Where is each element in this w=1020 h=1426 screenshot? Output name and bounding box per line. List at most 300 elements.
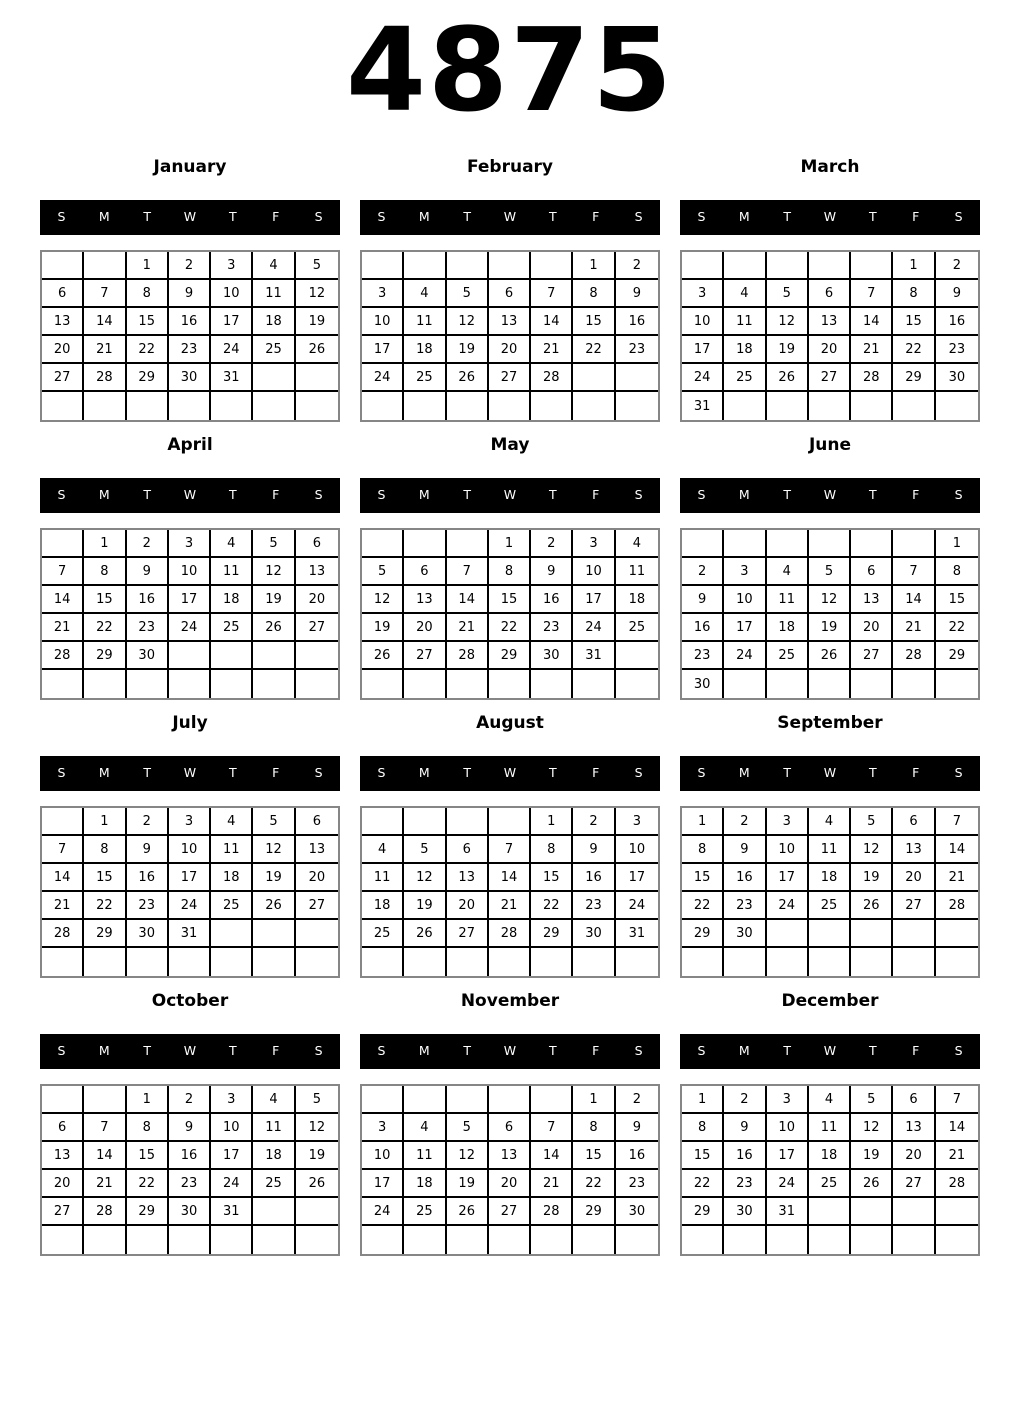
day-cell: 2	[724, 1086, 766, 1114]
weekday-label: T	[229, 209, 237, 225]
day-cell: 16	[724, 864, 766, 892]
day-cell: 15	[489, 586, 531, 614]
weekday-label: S	[314, 765, 323, 781]
day-cell: 5	[447, 1114, 489, 1142]
day-cell: 6	[42, 1114, 84, 1142]
day-cell: 25	[809, 1170, 851, 1198]
day-cell: 26	[296, 1170, 338, 1198]
month-days-table	[40, 1084, 340, 1256]
day-cell	[573, 670, 615, 698]
day-cell: 29	[531, 920, 573, 948]
day-cell: 29	[84, 920, 126, 948]
day-cell: 22	[573, 336, 615, 364]
day-cell: 18	[253, 308, 295, 336]
day-cell: 25	[404, 364, 446, 392]
day-cell: 24	[362, 364, 404, 392]
day-cell: 6	[893, 808, 935, 836]
day-cell: 19	[253, 864, 295, 892]
day-cell	[531, 1226, 573, 1254]
day-cell: 5	[447, 280, 489, 308]
day-cell	[682, 252, 724, 280]
day-cell: 6	[809, 280, 851, 308]
day-cell: 15	[682, 1142, 724, 1170]
day-cell: 28	[851, 364, 893, 392]
weekday-label: S	[954, 487, 963, 503]
day-cell: 15	[127, 1142, 169, 1170]
weekday-header-row	[360, 478, 660, 513]
day-cell	[767, 1226, 809, 1254]
day-cell: 23	[169, 336, 211, 364]
day-cell: 19	[404, 892, 446, 920]
day-cell: 4	[724, 280, 766, 308]
day-cell: 23	[936, 336, 978, 364]
day-cell: 21	[936, 864, 978, 892]
day-cell: 25	[767, 642, 809, 670]
months-grid	[40, 157, 980, 1269]
weekday-label: T	[549, 1043, 557, 1059]
day-cell: 1	[682, 808, 724, 836]
day-cell: 7	[84, 280, 126, 308]
day-cell	[169, 642, 211, 670]
day-cell	[169, 670, 211, 698]
weekday-label: M	[738, 487, 750, 503]
day-cell: 24	[211, 336, 253, 364]
day-cell: 9	[169, 280, 211, 308]
month-title: November	[460, 991, 560, 1011]
day-cell: 23	[724, 1170, 766, 1198]
month-block	[680, 991, 980, 1269]
day-cell: 3	[767, 808, 809, 836]
day-cell: 21	[84, 336, 126, 364]
day-cell	[84, 670, 126, 698]
month-title: April	[167, 435, 213, 455]
weekday-label: T	[143, 1043, 151, 1059]
weekday-label: S	[634, 487, 643, 503]
day-cell: 27	[42, 364, 84, 392]
day-cell: 16	[531, 586, 573, 614]
day-cell: 7	[936, 1086, 978, 1114]
day-cell: 3	[616, 808, 658, 836]
day-cell	[616, 1226, 658, 1254]
day-cell: 28	[531, 364, 573, 392]
day-cell: 8	[127, 1114, 169, 1142]
day-cell: 29	[682, 1198, 724, 1226]
day-cell: 22	[573, 1170, 615, 1198]
day-cell: 4	[404, 280, 446, 308]
day-cell: 15	[127, 308, 169, 336]
weekday-label: S	[634, 765, 643, 781]
month-block	[40, 435, 340, 713]
day-cell: 19	[296, 1142, 338, 1170]
day-cell	[211, 392, 253, 420]
day-cell: 29	[682, 920, 724, 948]
day-cell: 23	[682, 642, 724, 670]
weekday-label: F	[272, 1043, 280, 1059]
weekday-label: F	[592, 487, 600, 503]
day-cell: 7	[489, 836, 531, 864]
day-cell	[893, 920, 935, 948]
day-cell	[809, 1226, 851, 1254]
day-cell	[404, 392, 446, 420]
day-cell: 20	[489, 336, 531, 364]
weekday-label: T	[463, 487, 471, 503]
day-cell: 14	[447, 586, 489, 614]
day-cell: 30	[169, 1198, 211, 1226]
day-cell: 16	[127, 586, 169, 614]
calendar-page	[0, 4, 1020, 1269]
day-cell: 28	[84, 1198, 126, 1226]
day-cell	[296, 1226, 338, 1254]
day-cell	[936, 392, 978, 420]
day-cell: 27	[296, 614, 338, 642]
day-cell: 11	[211, 558, 253, 586]
day-cell: 1	[893, 252, 935, 280]
day-cell: 8	[127, 280, 169, 308]
month-block	[360, 713, 660, 991]
day-cell: 6	[296, 530, 338, 558]
day-cell: 26	[404, 920, 446, 948]
day-cell: 15	[84, 586, 126, 614]
day-cell: 21	[489, 892, 531, 920]
day-cell: 24	[169, 614, 211, 642]
day-cell: 30	[724, 920, 766, 948]
day-cell: 15	[936, 586, 978, 614]
day-cell	[404, 252, 446, 280]
day-cell	[211, 670, 253, 698]
day-cell	[296, 392, 338, 420]
day-cell: 9	[616, 280, 658, 308]
day-cell	[851, 392, 893, 420]
day-cell	[447, 392, 489, 420]
day-cell: 20	[893, 1142, 935, 1170]
weekday-label: S	[314, 487, 323, 503]
day-cell: 26	[253, 614, 295, 642]
weekday-header-row	[680, 478, 980, 513]
weekday-label: S	[634, 1043, 643, 1059]
day-cell: 27	[296, 892, 338, 920]
day-cell: 2	[616, 1086, 658, 1114]
day-cell: 5	[253, 530, 295, 558]
day-cell: 8	[573, 1114, 615, 1142]
day-cell: 11	[362, 864, 404, 892]
weekday-label: S	[57, 209, 66, 225]
day-cell	[851, 670, 893, 698]
day-cell	[851, 1198, 893, 1226]
day-cell: 21	[84, 1170, 126, 1198]
day-cell: 12	[447, 308, 489, 336]
day-cell: 20	[851, 614, 893, 642]
day-cell: 1	[127, 1086, 169, 1114]
weekday-label: F	[912, 1043, 920, 1059]
weekday-label: F	[912, 487, 920, 503]
day-cell: 11	[253, 280, 295, 308]
day-cell	[851, 530, 893, 558]
day-cell: 1	[573, 1086, 615, 1114]
day-cell	[362, 948, 404, 976]
day-cell: 21	[936, 1142, 978, 1170]
weekday-label: M	[98, 487, 110, 503]
day-cell: 26	[296, 336, 338, 364]
day-cell: 4	[253, 1086, 295, 1114]
day-cell: 3	[724, 558, 766, 586]
day-cell	[767, 252, 809, 280]
day-cell: 13	[893, 1114, 935, 1142]
day-cell	[127, 1226, 169, 1254]
day-cell: 9	[573, 836, 615, 864]
day-cell: 30	[682, 670, 724, 698]
day-cell	[253, 1226, 295, 1254]
day-cell: 5	[296, 1086, 338, 1114]
day-cell	[362, 1226, 404, 1254]
day-cell	[296, 670, 338, 698]
day-cell: 3	[362, 1114, 404, 1142]
day-cell: 21	[851, 336, 893, 364]
day-cell: 16	[936, 308, 978, 336]
day-cell: 13	[893, 836, 935, 864]
day-cell: 7	[893, 558, 935, 586]
day-cell: 4	[809, 1086, 851, 1114]
day-cell: 31	[573, 642, 615, 670]
weekday-label: S	[697, 765, 706, 781]
day-cell: 22	[682, 892, 724, 920]
weekday-header-row	[360, 756, 660, 791]
weekday-label: F	[912, 209, 920, 225]
day-cell: 11	[404, 1142, 446, 1170]
day-cell: 17	[362, 336, 404, 364]
day-cell: 16	[573, 864, 615, 892]
day-cell: 1	[489, 530, 531, 558]
day-cell	[84, 1226, 126, 1254]
day-cell: 16	[169, 308, 211, 336]
month-block	[40, 157, 340, 435]
day-cell: 17	[169, 864, 211, 892]
weekday-label: T	[869, 487, 877, 503]
day-cell: 16	[169, 1142, 211, 1170]
day-cell: 20	[489, 1170, 531, 1198]
day-cell: 20	[42, 1170, 84, 1198]
weekday-label: S	[954, 209, 963, 225]
day-cell: 26	[809, 642, 851, 670]
day-cell: 14	[84, 308, 126, 336]
day-cell	[253, 392, 295, 420]
day-cell: 23	[127, 892, 169, 920]
day-cell: 28	[893, 642, 935, 670]
day-cell: 24	[169, 892, 211, 920]
day-cell	[42, 1086, 84, 1114]
day-cell: 4	[362, 836, 404, 864]
day-cell: 17	[573, 586, 615, 614]
day-cell	[127, 670, 169, 698]
day-cell	[362, 1086, 404, 1114]
day-cell	[362, 252, 404, 280]
day-cell: 13	[489, 308, 531, 336]
day-cell: 7	[42, 836, 84, 864]
day-cell: 6	[489, 1114, 531, 1142]
day-cell: 21	[531, 1170, 573, 1198]
day-cell: 5	[404, 836, 446, 864]
day-cell	[447, 808, 489, 836]
day-cell: 4	[809, 808, 851, 836]
day-cell: 28	[489, 920, 531, 948]
day-cell: 6	[296, 808, 338, 836]
month-title: August	[476, 713, 544, 733]
day-cell: 7	[42, 558, 84, 586]
day-cell: 30	[573, 920, 615, 948]
day-cell	[362, 530, 404, 558]
day-cell	[573, 948, 615, 976]
day-cell: 4	[253, 252, 295, 280]
weekday-label: F	[912, 765, 920, 781]
day-cell: 3	[211, 252, 253, 280]
day-cell: 18	[362, 892, 404, 920]
day-cell: 4	[616, 530, 658, 558]
day-cell	[573, 392, 615, 420]
month-days-table	[680, 806, 980, 978]
day-cell: 28	[447, 642, 489, 670]
day-cell	[767, 530, 809, 558]
day-cell	[531, 1086, 573, 1114]
day-cell: 18	[809, 864, 851, 892]
month-block	[360, 157, 660, 435]
day-cell	[296, 642, 338, 670]
day-cell: 5	[851, 808, 893, 836]
day-cell: 17	[211, 1142, 253, 1170]
day-cell: 19	[851, 1142, 893, 1170]
day-cell: 27	[489, 364, 531, 392]
day-cell: 2	[169, 252, 211, 280]
day-cell: 18	[809, 1142, 851, 1170]
day-cell: 23	[127, 614, 169, 642]
day-cell: 22	[936, 614, 978, 642]
day-cell: 2	[127, 530, 169, 558]
weekday-label: S	[954, 1043, 963, 1059]
day-cell: 9	[682, 586, 724, 614]
day-cell	[169, 948, 211, 976]
day-cell	[616, 642, 658, 670]
day-cell: 24	[724, 642, 766, 670]
weekday-header-row	[680, 756, 980, 791]
day-cell: 28	[84, 364, 126, 392]
month-days-table	[40, 250, 340, 422]
day-cell: 26	[362, 642, 404, 670]
day-cell: 9	[724, 836, 766, 864]
weekday-label: S	[377, 487, 386, 503]
day-cell: 30	[127, 642, 169, 670]
day-cell: 15	[531, 864, 573, 892]
day-cell: 10	[169, 836, 211, 864]
day-cell	[447, 670, 489, 698]
weekday-label: M	[98, 1043, 110, 1059]
day-cell	[404, 1086, 446, 1114]
day-cell	[447, 1086, 489, 1114]
day-cell: 18	[211, 586, 253, 614]
day-cell: 8	[531, 836, 573, 864]
month-days-table	[680, 1084, 980, 1256]
weekday-label: M	[418, 209, 430, 225]
day-cell: 21	[531, 336, 573, 364]
day-cell: 14	[42, 586, 84, 614]
day-cell	[724, 948, 766, 976]
weekday-label: W	[183, 487, 197, 503]
day-cell: 2	[724, 808, 766, 836]
day-cell: 17	[767, 1142, 809, 1170]
day-cell	[809, 948, 851, 976]
month-title: July	[172, 713, 208, 733]
day-cell: 8	[936, 558, 978, 586]
weekday-label: T	[783, 765, 791, 781]
day-cell: 4	[404, 1114, 446, 1142]
day-cell: 29	[127, 364, 169, 392]
day-cell: 18	[404, 1170, 446, 1198]
day-cell	[211, 642, 253, 670]
day-cell: 31	[169, 920, 211, 948]
day-cell: 11	[253, 1114, 295, 1142]
weekday-header-row	[40, 756, 340, 791]
day-cell: 22	[531, 892, 573, 920]
day-cell: 18	[253, 1142, 295, 1170]
day-cell	[489, 252, 531, 280]
day-cell	[531, 392, 573, 420]
day-cell: 2	[531, 530, 573, 558]
month-days-table	[360, 1084, 660, 1256]
day-cell: 25	[404, 1198, 446, 1226]
day-cell: 15	[573, 1142, 615, 1170]
day-cell	[42, 252, 84, 280]
weekday-header-row	[360, 200, 660, 235]
weekday-label: W	[503, 209, 517, 225]
day-cell: 20	[809, 336, 851, 364]
day-cell	[767, 392, 809, 420]
day-cell: 4	[211, 530, 253, 558]
day-cell: 22	[127, 336, 169, 364]
day-cell	[404, 1226, 446, 1254]
day-cell: 29	[893, 364, 935, 392]
day-cell: 18	[404, 336, 446, 364]
day-cell: 23	[724, 892, 766, 920]
weekday-label: W	[823, 209, 837, 225]
day-cell	[809, 1198, 851, 1226]
weekday-label: F	[272, 765, 280, 781]
weekday-label: W	[503, 487, 517, 503]
day-cell: 10	[724, 586, 766, 614]
day-cell	[84, 948, 126, 976]
day-cell: 8	[682, 836, 724, 864]
day-cell: 17	[767, 864, 809, 892]
day-cell	[84, 392, 126, 420]
weekday-label: S	[377, 209, 386, 225]
day-cell: 12	[296, 1114, 338, 1142]
day-cell: 29	[127, 1198, 169, 1226]
day-cell	[682, 1226, 724, 1254]
day-cell: 5	[296, 252, 338, 280]
day-cell: 25	[616, 614, 658, 642]
day-cell: 23	[169, 1170, 211, 1198]
day-cell: 17	[169, 586, 211, 614]
weekday-label: T	[783, 487, 791, 503]
day-cell: 24	[573, 614, 615, 642]
day-cell: 24	[767, 892, 809, 920]
day-cell: 15	[893, 308, 935, 336]
day-cell	[767, 948, 809, 976]
day-cell: 5	[809, 558, 851, 586]
day-cell: 13	[447, 864, 489, 892]
day-cell	[616, 364, 658, 392]
day-cell: 6	[447, 836, 489, 864]
day-cell: 26	[767, 364, 809, 392]
day-cell: 30	[127, 920, 169, 948]
day-cell: 9	[169, 1114, 211, 1142]
day-cell: 3	[682, 280, 724, 308]
